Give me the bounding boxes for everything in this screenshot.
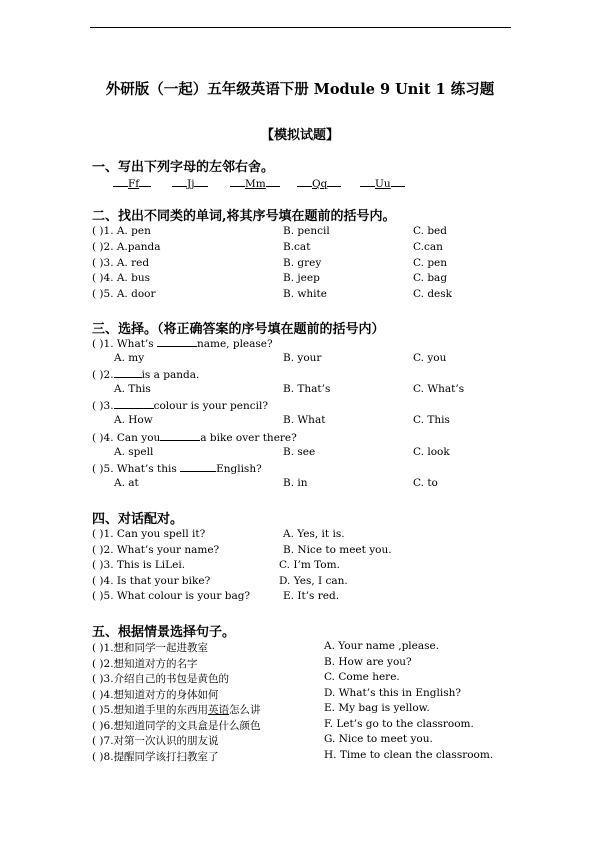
question-line: ( )8.提醒同学该打扫教室了 <box>92 751 219 763</box>
option-b: B. That’s <box>283 383 331 395</box>
question-line: ( )2. What’s your name? <box>92 544 220 556</box>
option-b: B. jeep <box>283 272 320 284</box>
question-line: ( )1. Can you spell it? <box>92 528 206 540</box>
option-b: B. What <box>283 414 326 426</box>
question-line: ( )5.想知道手里的东西用英语怎么讲 <box>92 704 261 716</box>
option-b: B.cat <box>283 241 311 253</box>
section-1-heading: 一、写出下列字母的左邻右舍。 <box>92 160 275 175</box>
option-c: C. pen <box>413 257 448 269</box>
question-line: ( )3. This is LiLei. <box>92 559 186 571</box>
question-line: ( )4. A. bus <box>92 272 151 284</box>
option-a: A. How <box>114 414 153 426</box>
option-c: C. look <box>413 446 450 458</box>
answer-option: C. Come here. <box>324 671 400 683</box>
page-subtitle: 【模拟试题】 <box>260 128 339 143</box>
option-a: A. This <box>114 383 151 395</box>
answer-option: B. How are you? <box>324 656 412 668</box>
answer-option: D. Yes, I can. <box>279 575 348 587</box>
answer-option: B. Nice to meet you. <box>283 544 392 556</box>
option-c: C. bag <box>413 272 448 284</box>
option-a: A. spell <box>114 446 154 458</box>
option-b: B. grey <box>283 257 322 269</box>
option-c: C. you <box>413 352 447 364</box>
section-4-heading: 四、对话配对。 <box>92 512 184 527</box>
question-line: ( )1. What’s name, please? <box>92 338 273 350</box>
option-b: B. see <box>283 446 316 458</box>
option-a: A. at <box>114 477 139 489</box>
option-c: C. bed <box>413 225 447 237</box>
option-c: C.can <box>413 241 443 253</box>
section-2-heading: 二、找出不同类的单词,将其序号填在题前的括号内。 <box>92 209 396 224</box>
option-b: B. in <box>283 477 308 489</box>
letter-item: Ff <box>113 176 151 190</box>
letter-item: Mm <box>230 176 280 190</box>
question-line: ( )1.想和同学一起进教室 <box>92 642 209 654</box>
answer-option: D. What’s this in English? <box>324 687 461 699</box>
question-line: ( )6.想知道同学的文具盒是什么颜色 <box>92 720 261 732</box>
question-line: ( )1. A. pen <box>92 225 151 237</box>
answer-option: C. I’m Tom. <box>279 559 340 571</box>
question-line: ( )2.想知道对方的名字 <box>92 658 198 670</box>
answer-option: A. Yes, it is. <box>283 528 345 540</box>
option-b: B. pencil <box>283 225 330 237</box>
letter-item: Jj <box>172 176 208 190</box>
answer-option: F. Let’s go to the classroom. <box>324 718 474 730</box>
question-line: ( )5. What colour is your bag? <box>92 590 251 602</box>
option-c: C. to <box>413 477 438 489</box>
answer-option: E. My bag is yellow. <box>324 702 430 714</box>
question-line: ( )3. colour is your pencil? <box>92 400 268 412</box>
option-c: C. desk <box>413 288 453 300</box>
page-title: 外研版（一起）五年级英语下册 Module 9 Unit 1 练习题 <box>105 81 495 98</box>
question-line: ( )4. Is that your bike? <box>92 575 211 587</box>
answer-option: A. Your name ,please. <box>324 640 440 652</box>
option-b: B. white <box>283 288 327 300</box>
header-rule <box>90 27 511 28</box>
question-line: ( )5. A. door <box>92 288 156 300</box>
answer-option: G. Nice to meet you. <box>324 733 433 745</box>
answer-option: H. Time to clean the classroom. <box>324 749 494 761</box>
letter-item: Qq <box>297 176 341 190</box>
section-3-heading: 三、选择。（将正确答案的序号填在题前的括号内） <box>92 322 385 337</box>
option-c: C. What’s <box>413 383 465 395</box>
question-line: ( )3. A. red <box>92 257 150 269</box>
question-line: ( )3.介绍自己的书包是黄色的 <box>92 673 230 685</box>
section-5-heading: 五、根据情景选择句子。 <box>92 625 236 640</box>
option-b: B. your <box>283 352 322 364</box>
question-line: ( )5. What’s this English? <box>92 463 262 475</box>
question-line: ( )7.对第一次认识的朋友说 <box>92 735 219 747</box>
question-line: ( )4. Can you a bike over there? <box>92 432 297 444</box>
answer-option: E. It’s red. <box>283 590 340 602</box>
question-line: ( )2. A.panda <box>92 241 161 253</box>
question-line: ( )4.想知道对方的身体如何 <box>92 689 219 701</box>
question-line: ( )2. is a panda. <box>92 369 200 381</box>
option-a: A. my <box>114 352 145 364</box>
option-c: C. This <box>413 414 450 426</box>
letter-item: Uu <box>360 176 405 190</box>
